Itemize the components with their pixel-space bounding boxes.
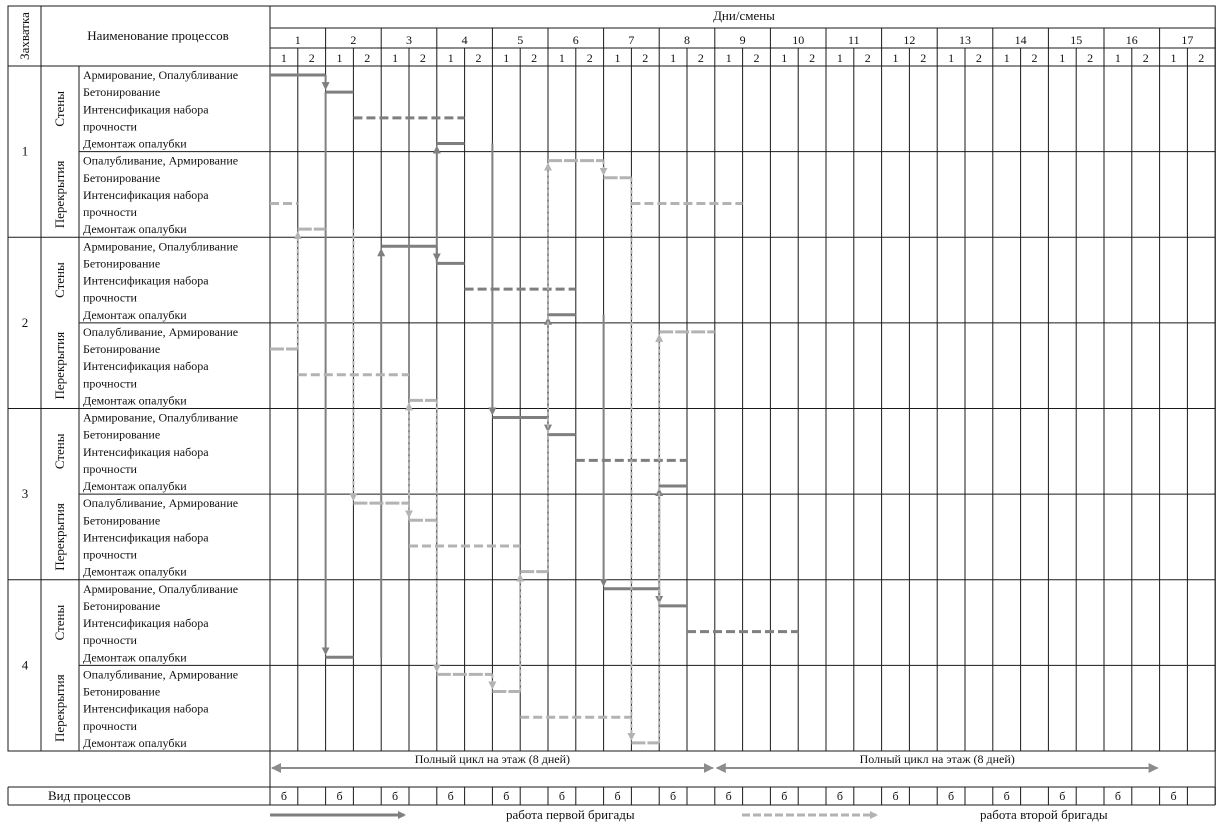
process-type-label: Вид процессов — [48, 788, 131, 803]
day-label: 10 — [792, 33, 805, 47]
process-label: Демонтаж опалубки — [83, 479, 187, 493]
process-type-marker: б — [447, 789, 454, 803]
process-label: Интенсификация набора — [83, 530, 209, 545]
legend — [270, 807, 1108, 822]
day-label: 1 — [294, 33, 301, 47]
shift-label: 2 — [809, 51, 816, 65]
day-label: 4 — [461, 33, 468, 47]
process-label: Демонтаж опалубки — [83, 393, 187, 408]
process-label: Интенсификация набора — [83, 359, 209, 374]
section-label: Стены — [52, 90, 67, 127]
process-label: прочности — [83, 290, 137, 305]
shift-label: 1 — [280, 51, 287, 65]
shift-label: 2 — [364, 51, 371, 65]
process-label: Демонтаж опалубки — [83, 222, 187, 237]
cycle-arrows — [272, 752, 1158, 768]
process-label: прочности — [83, 547, 137, 562]
process-type-marker: б — [392, 789, 399, 803]
process-label: Интенсификация набора — [83, 187, 209, 202]
process-label: Интенсификация набора — [83, 701, 209, 716]
process-label: Бетонирование — [83, 170, 161, 185]
process-label: Интенсификация набора — [83, 273, 209, 288]
process-type-marker: б — [781, 789, 788, 803]
day-label: 6 — [572, 33, 579, 47]
process-type-marker: б — [1114, 789, 1121, 803]
cycle-label: Полный цикл на этаж (8 дней) — [859, 752, 1015, 766]
legend-first-brigade-label: работа первой бригады — [506, 807, 635, 822]
day-label: 11 — [848, 33, 860, 47]
process-label: Интенсификация набора — [83, 102, 209, 117]
section-label: Перекрытия — [52, 331, 67, 400]
process-label: Демонтаж опалубки — [83, 307, 187, 322]
process-label: Интенсификация набора — [83, 444, 209, 459]
grid-lines — [8, 6, 1215, 805]
zone-label: 4 — [21, 657, 29, 673]
shift-label: 2 — [753, 51, 760, 65]
day-labels — [295, 33, 1194, 47]
shift-label: 2 — [975, 51, 982, 65]
process-type-marker: б — [892, 789, 899, 803]
process-type-marker: б — [614, 789, 621, 803]
process-label: Опалубливание, Армирование — [83, 667, 239, 682]
shift-label: 2 — [419, 51, 426, 65]
shift-label: 1 — [614, 51, 621, 65]
shift-label: 2 — [920, 51, 927, 65]
process-type-marker: б — [1059, 789, 1066, 803]
process-label: прочности — [83, 376, 137, 391]
day-label: 2 — [350, 33, 357, 47]
corner-label: Захватка — [17, 12, 32, 60]
process-label: Опалубливание, Армирование — [83, 496, 239, 511]
table-border — [8, 6, 1215, 751]
process-type-marker: б — [725, 789, 732, 803]
section-label: Стены — [52, 262, 67, 298]
shift-label: 1 — [558, 51, 565, 65]
shift-label: 1 — [1059, 51, 1066, 65]
section-label: Перекрытия — [52, 674, 67, 742]
shift-label: 1 — [336, 51, 343, 65]
days-header: Дни/смены — [713, 8, 775, 23]
shift-label: 1 — [781, 51, 788, 65]
shift-label: 2 — [864, 51, 871, 65]
shift-label: 1 — [503, 51, 510, 65]
day-label: 7 — [628, 33, 635, 47]
day-label: 14 — [1014, 33, 1027, 47]
process-label: Бетонирование — [83, 342, 161, 356]
day-label: 17 — [1181, 33, 1194, 47]
process-label: прочности — [83, 119, 137, 134]
shift-label: 1 — [1003, 51, 1010, 65]
process-label: прочности — [83, 461, 137, 476]
shift-label: 1 — [670, 51, 677, 65]
shift-label: 2 — [531, 51, 538, 65]
shift-label: 1 — [392, 51, 399, 65]
process-type-marker: б — [670, 789, 677, 803]
shift-label: 1 — [836, 51, 843, 65]
shift-label: 2 — [586, 51, 593, 65]
process-label: Опалубливание, Армирование — [83, 153, 239, 168]
process-type-marker: б — [558, 789, 565, 803]
process-column-header: Наименование процессов — [87, 28, 229, 43]
day-label: 12 — [903, 33, 916, 47]
shift-label: 2 — [1142, 51, 1149, 65]
process-label: Бетонирование — [83, 85, 161, 100]
shift-label: 1 — [1170, 51, 1177, 65]
process-label: Армирование, Опалубливание — [83, 239, 239, 254]
process-label: Армирование, Опалубливание — [83, 410, 239, 425]
brigade-two-work-lines — [270, 161, 743, 743]
process-label: Демонтаж опалубки — [83, 564, 187, 579]
shift-label: 2 — [1198, 51, 1205, 65]
shift-label: 2 — [1031, 51, 1038, 65]
process-label: Армирование, Опалубливание — [83, 581, 239, 596]
day-label: 3 — [406, 33, 412, 47]
process-label: Бетонирование — [83, 513, 161, 528]
process-type-marker: б — [336, 789, 343, 803]
day-label: 16 — [1125, 33, 1138, 47]
shift-label: 1 — [447, 51, 454, 65]
shift-label: 2 — [1087, 51, 1094, 65]
shift-label: 1 — [725, 51, 732, 65]
process-type-marker: б — [836, 789, 843, 803]
day-label: 5 — [517, 33, 524, 47]
process-label: прочности — [83, 205, 137, 219]
process-label: Бетонирование — [83, 598, 161, 613]
shift-label: 1 — [892, 51, 899, 65]
process-label: Опалубливание, Армирование — [83, 324, 239, 339]
section-label: Стены — [52, 433, 67, 470]
legend-second-brigade-label: работа второй бригады — [980, 807, 1108, 822]
process-label: прочности — [83, 633, 137, 648]
zone-label: 1 — [21, 143, 29, 159]
zone-label: 3 — [21, 486, 29, 502]
process-type-marker: б — [948, 789, 955, 803]
day-label: 8 — [684, 33, 690, 47]
shift-label: 2 — [697, 51, 704, 65]
section-label: Стены — [52, 604, 67, 641]
zone-label: 2 — [21, 314, 29, 330]
day-label: 15 — [1070, 33, 1083, 47]
section-labels — [52, 91, 67, 742]
section-label: Перекрытия — [52, 160, 67, 229]
process-type-marker: б — [1003, 789, 1010, 803]
process-label: Демонтаж опалубки — [83, 735, 187, 750]
process-label: прочности — [83, 718, 137, 733]
process-label: Интенсификация набора — [83, 616, 209, 630]
process-label: Бетонирование — [83, 684, 161, 699]
process-type-markers — [281, 789, 1177, 803]
shift-label: 1 — [948, 51, 955, 65]
process-label: Армирование, Опалубливание — [83, 68, 239, 82]
process-label: Бетонирование — [83, 427, 161, 442]
process-label: Демонтаж опалубки — [83, 136, 187, 151]
brigade-one-work-lines — [270, 75, 798, 657]
shift-label: 2 — [642, 51, 649, 65]
process-label: Демонтаж опалубки — [83, 650, 187, 665]
process-type-marker: б — [1170, 789, 1177, 803]
shift-label: 2 — [308, 51, 315, 65]
shift-label: 1 — [1114, 51, 1121, 65]
process-type-marker: б — [280, 789, 287, 803]
process-label: Бетонирование — [83, 256, 161, 271]
process-type-marker: б — [503, 789, 510, 803]
section-label: Перекрытия — [52, 503, 67, 571]
shift-label: 2 — [475, 51, 482, 65]
day-label: 13 — [959, 33, 971, 47]
cycle-label: Полный цикл на этаж (8 дней) — [414, 752, 571, 766]
day-label: 9 — [739, 33, 746, 47]
